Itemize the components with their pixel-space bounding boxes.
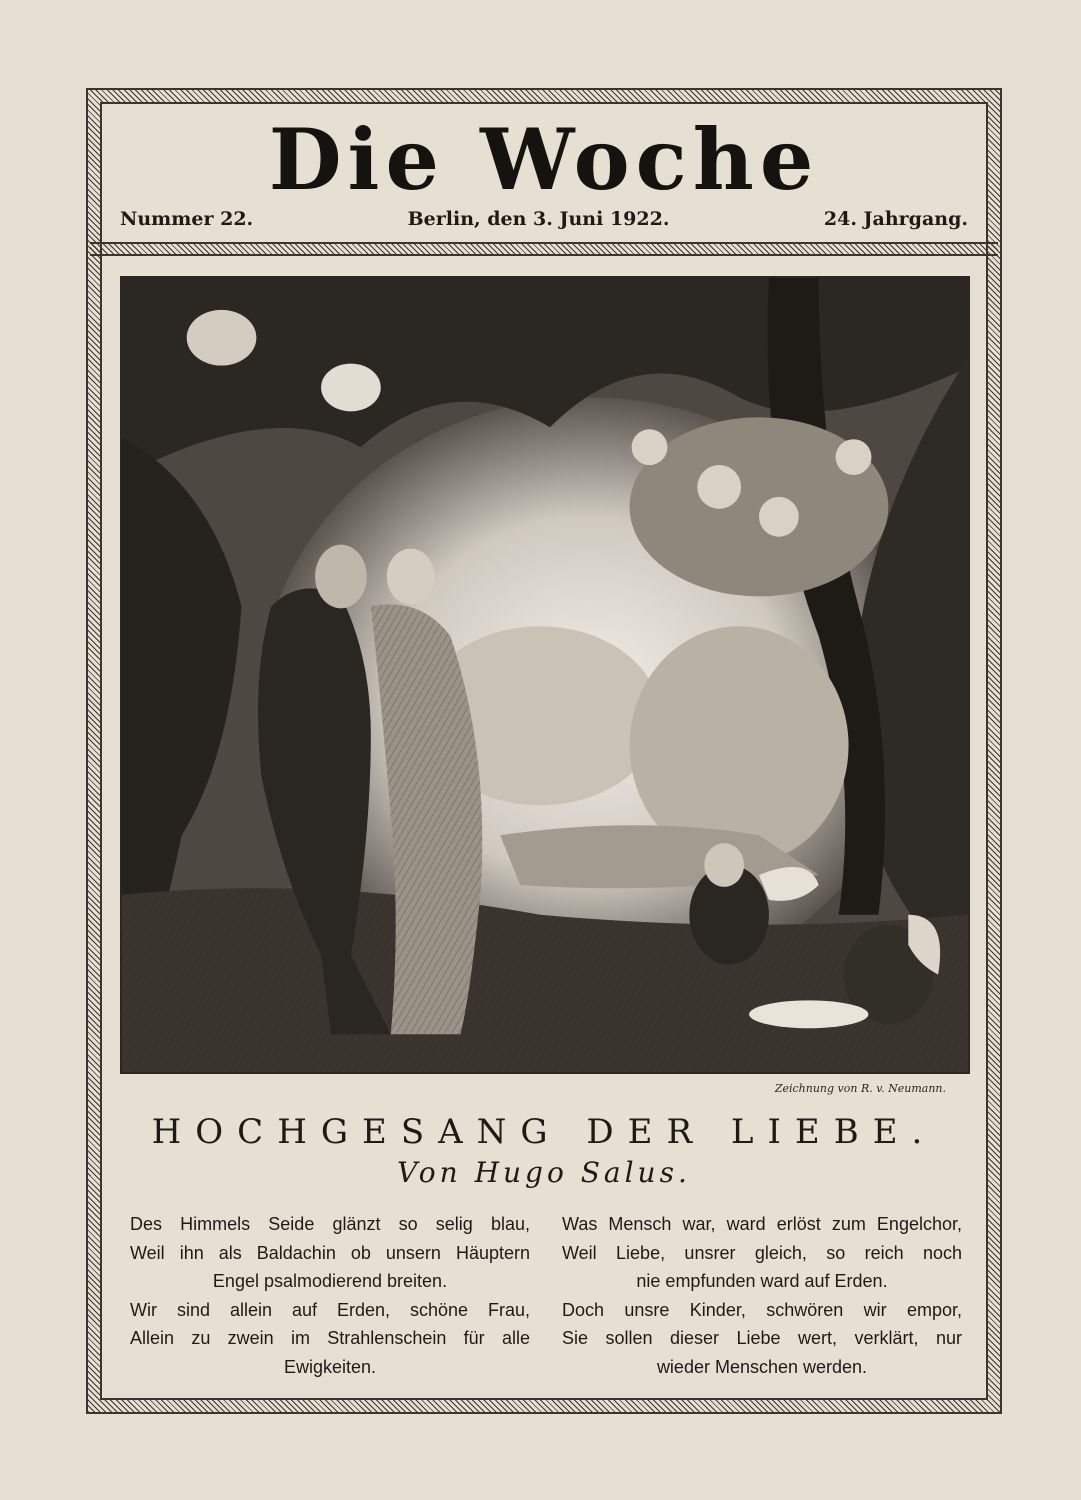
header-separator	[90, 242, 998, 256]
poem-stanza-left	[130, 1210, 530, 1381]
poem-line: Was Mensch war, ward erlöst zum Engelchor,	[562, 1214, 962, 1234]
poem-line: Ewigkeiten.	[283, 1356, 377, 1377]
volume: 24. Jahrgang.	[823, 208, 968, 230]
poem-line: Allein zu zwein im Strahlenschein für alle	[130, 1328, 530, 1348]
poem-title: HOCHGESANG DER LIEBE.	[151, 1112, 937, 1152]
issue-line	[120, 208, 968, 230]
illustration-drawing	[122, 278, 968, 1072]
illustration-credit: Zeichnung von R. v. Neumann.	[774, 1082, 946, 1095]
poem-line: Weil Liebe, unsrer gleich, so reich noch	[562, 1242, 962, 1263]
poem-line: Des Himmels Seide glänzt so selig blau,	[130, 1214, 530, 1234]
poem-line: Doch unsre Kinder, schwören wir empor,	[562, 1299, 962, 1320]
page-frame	[86, 88, 1002, 1414]
masthead	[102, 104, 986, 256]
masthead-title: Die Woche	[268, 110, 820, 209]
cover-illustration	[120, 276, 970, 1074]
poem-line: nie empfunden ward auf Erden.	[636, 1271, 888, 1291]
page-inner	[100, 102, 988, 1400]
place-date: Berlin, den 3. Juni 1922.	[407, 208, 670, 230]
poem-stanza-right	[562, 1210, 962, 1381]
poem-line: Weil ihn als Baldachin ob unsern Häuptern	[130, 1242, 530, 1263]
poem-line: wieder Menschen werden.	[656, 1356, 868, 1377]
poem-line: Sie sollen dieser Liebe wert, verklärt, nur	[562, 1328, 962, 1348]
poem-author: Von Hugo Salus.	[397, 1156, 691, 1189]
issue-number: Nummer 22.	[120, 208, 254, 230]
poem-line: Engel psalmodierend breiten.	[212, 1271, 448, 1291]
poem-line: Wir sind allein auf Erden, schöne Frau,	[130, 1299, 530, 1320]
